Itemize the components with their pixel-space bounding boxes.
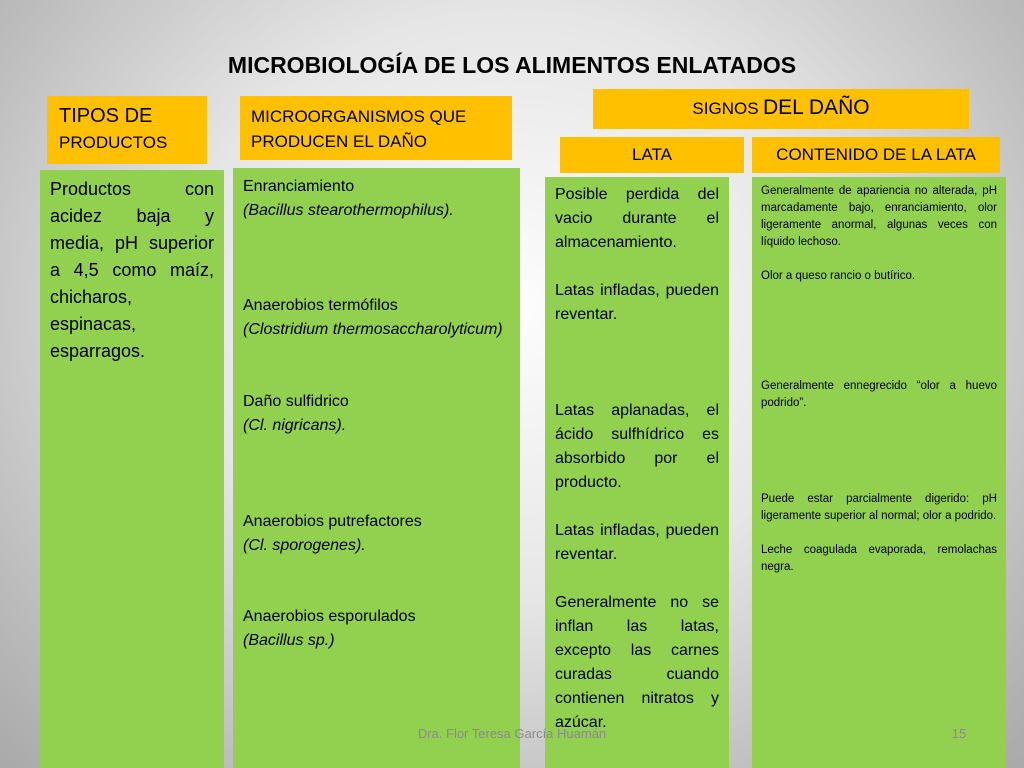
- contenido-sign: Leche coagulada evaporada, remolachas negra.: [761, 544, 997, 573]
- footer-author: Dra. Flor Teresa García Huamán: [417, 726, 607, 741]
- lata-box: [545, 177, 729, 768]
- micro-species: (Bacillus sp.): [243, 632, 335, 649]
- contenido-sign: Generalmente ennegrecido “olor a huevo podrido”.: [761, 380, 997, 409]
- micro-name: Anaerobios putrefactores: [243, 513, 422, 530]
- contenido-sign: Puede estar parcialmente digerido: pH ligeramente superior al normal; olor a podrido.: [761, 493, 997, 522]
- micro-species: (Bacillus stearothermophilus).: [243, 202, 454, 219]
- micro-item: [243, 175, 510, 223]
- slide-number: 15: [951, 726, 967, 741]
- lata-sign: Posible perdida del vacio durante el almacenamiento.: [555, 186, 719, 251]
- header-signos-big: DEL DAÑO: [762, 96, 870, 119]
- micro-item: [243, 390, 510, 438]
- page-title: MICROBIOLOGÍA DE LOS ALIMENTOS ENLATADOS: [227, 52, 797, 78]
- contenido-sign: Generalmente de apariencia no alterada, pH marcadamente bajo, enranciamiento, olor ligeramente anormal, algunas veces con líquido lechoso.: [761, 185, 997, 248]
- header-lata-label: LATA: [632, 145, 672, 164]
- header-tipos-productos: [47, 96, 207, 164]
- micro-item: [243, 294, 510, 342]
- contenido-sign: Olor a queso rancio o butírico.: [761, 270, 916, 282]
- header-tipos-line1: TIPOS DE: [59, 105, 153, 127]
- microorganismos-box: [233, 168, 520, 768]
- micro-species: (Cl. sporogenes).: [243, 537, 366, 554]
- lata-sign: Latas infladas, pueden reventar.: [555, 522, 719, 563]
- micro-species: (Clostridium thermosaccharolyticum): [243, 321, 503, 338]
- header-contenido: [752, 137, 1000, 173]
- lata-sign: Latas infladas, pueden reventar.: [555, 282, 719, 323]
- productos-box: [40, 170, 224, 768]
- header-microorganismos: [240, 96, 512, 160]
- header-contenido-label: CONTENIDO DE LA LATA: [776, 145, 976, 164]
- productos-text: Productos con acidez baja y media, pH superior a 4,5 como maíz, chicharos, espinacas, esparragos.: [50, 179, 214, 361]
- micro-item: [243, 605, 510, 653]
- micro-name: Anaerobios termófilos: [243, 297, 398, 314]
- micro-item: [243, 510, 510, 558]
- header-signos-del-dano: [593, 89, 969, 129]
- lata-sign: Latas aplanadas, el ácido sulfhídrico es absorbido por el producto.: [555, 402, 719, 491]
- contenido-box: [752, 177, 1006, 768]
- micro-species: (Cl. nigricans).: [243, 417, 347, 434]
- lata-sign: Generalmente no se inflan las latas, excepto las carnes curadas cuando contienen nitratos y azúcar.: [555, 594, 719, 731]
- header-signos-small: SIGNOS: [692, 99, 759, 118]
- header-tipos-line2: PRODUCTOS: [59, 133, 168, 152]
- micro-name: Enranciamiento: [243, 178, 355, 195]
- header-microorganismos-label: MICROORGANISMOS QUE PRODUCEN EL DAÑO: [251, 107, 467, 151]
- micro-name: Daño sulfidrico: [243, 393, 349, 410]
- micro-name: Anaerobios esporulados: [243, 608, 416, 625]
- header-lata: [560, 137, 744, 173]
